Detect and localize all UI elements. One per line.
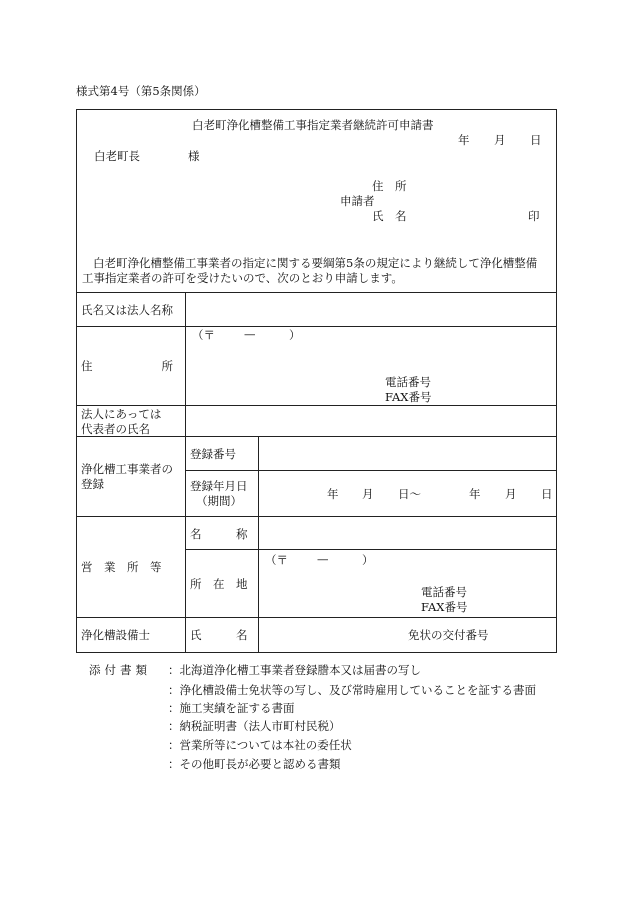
form-number: 様式第4号（第5条関係） (76, 84, 206, 98)
office-label: 営 業 所 等 (81, 560, 162, 574)
seal-mark: 印 (528, 209, 540, 223)
body-text-line-2: 工事指定業者の許可を受けたいので、次のとおり申請します。 (82, 271, 403, 285)
registration-period-label: （期間） (196, 494, 242, 508)
name-or-corp-label: 氏名又は法人名称 (81, 303, 173, 317)
date-year: 年 (458, 133, 470, 147)
office-postal-open: （〒 (265, 553, 288, 567)
postal-open: （〒 (192, 328, 215, 342)
applicant-name-label: 氏 名 (372, 209, 407, 223)
attachment-item: ：施工実績を証する書面 (168, 701, 295, 715)
period-start-year: 年 (327, 487, 339, 501)
registration-date-label: 登録年月日 (190, 479, 248, 493)
attachment-item: ：浄化槽設備士免状等の写し、及び常時雇用していることを証する書面 (168, 683, 536, 697)
addressee-honorific: 様 (188, 149, 200, 163)
body-text-line-1: 白老町浄化槽整備工事業者の指定に関する要綱第5条の規定により継続して浄化槽整備 (93, 256, 538, 270)
row-rule (76, 516, 557, 517)
period-end-day: 日 (541, 487, 553, 501)
period-start-month: 月 (362, 487, 374, 501)
address-label: 住 所 (81, 359, 173, 373)
office-name-label: 名 称 (190, 527, 248, 541)
office-fax-label: FAX番号 (421, 600, 468, 614)
attachment-item: ：営業所等については本社の委任状 (168, 738, 352, 752)
attachment-item: ：その他町長が必要と認める書類 (168, 757, 341, 771)
technician-label: 浄化槽設備士 (81, 628, 150, 642)
attachment-item: ：北海道浄化槽工事業者登録謄本又は届書の写し (168, 663, 421, 677)
column-rule (185, 292, 186, 653)
addressee-mayor: 白老町長 (94, 149, 140, 163)
row-rule (185, 549, 557, 550)
registration-number-label: 登録番号 (190, 447, 236, 461)
postal-close: ） (289, 328, 301, 342)
row-rule (76, 326, 557, 327)
postal-dash: — (244, 327, 256, 341)
date-day: 日 (530, 133, 542, 147)
period-end-year: 年 (469, 487, 481, 501)
applicant-label: 申請者 (340, 194, 375, 208)
attachment-item: ：納税証明書（法人市町村民税） (168, 719, 341, 733)
representative-label-1: 法人にあっては (81, 407, 162, 421)
period-end-month: 月 (505, 487, 517, 501)
registration-label-1: 浄化槽工事業者の (81, 462, 173, 476)
fax-label: FAX番号 (385, 390, 432, 404)
office-location-label: 所 在 地 (190, 577, 248, 591)
column-rule (258, 436, 259, 516)
row-rule (185, 470, 557, 471)
applicant-address-label: 住 所 (372, 179, 407, 193)
representative-label-2: 代表者の氏名 (81, 422, 150, 436)
attachments-label: 添付書類 (89, 663, 151, 677)
date-month: 月 (494, 133, 506, 147)
office-postal-dash: — (317, 552, 329, 566)
tel-label: 電話番号 (385, 375, 431, 389)
row-rule (76, 617, 557, 618)
license-number-label: 免状の交付番号 (408, 628, 489, 642)
table-top-rule (76, 292, 557, 293)
office-postal-close: ） (362, 553, 374, 567)
technician-name-label: 氏 名 (190, 628, 248, 642)
period-start-day: 日～ (398, 487, 421, 501)
column-rule (258, 516, 259, 653)
registration-label-2: 登録 (81, 477, 104, 491)
office-tel-label: 電話番号 (421, 585, 467, 599)
form-title: 白老町浄化槽整備工事指定業者継続許可申請書 (192, 118, 434, 132)
